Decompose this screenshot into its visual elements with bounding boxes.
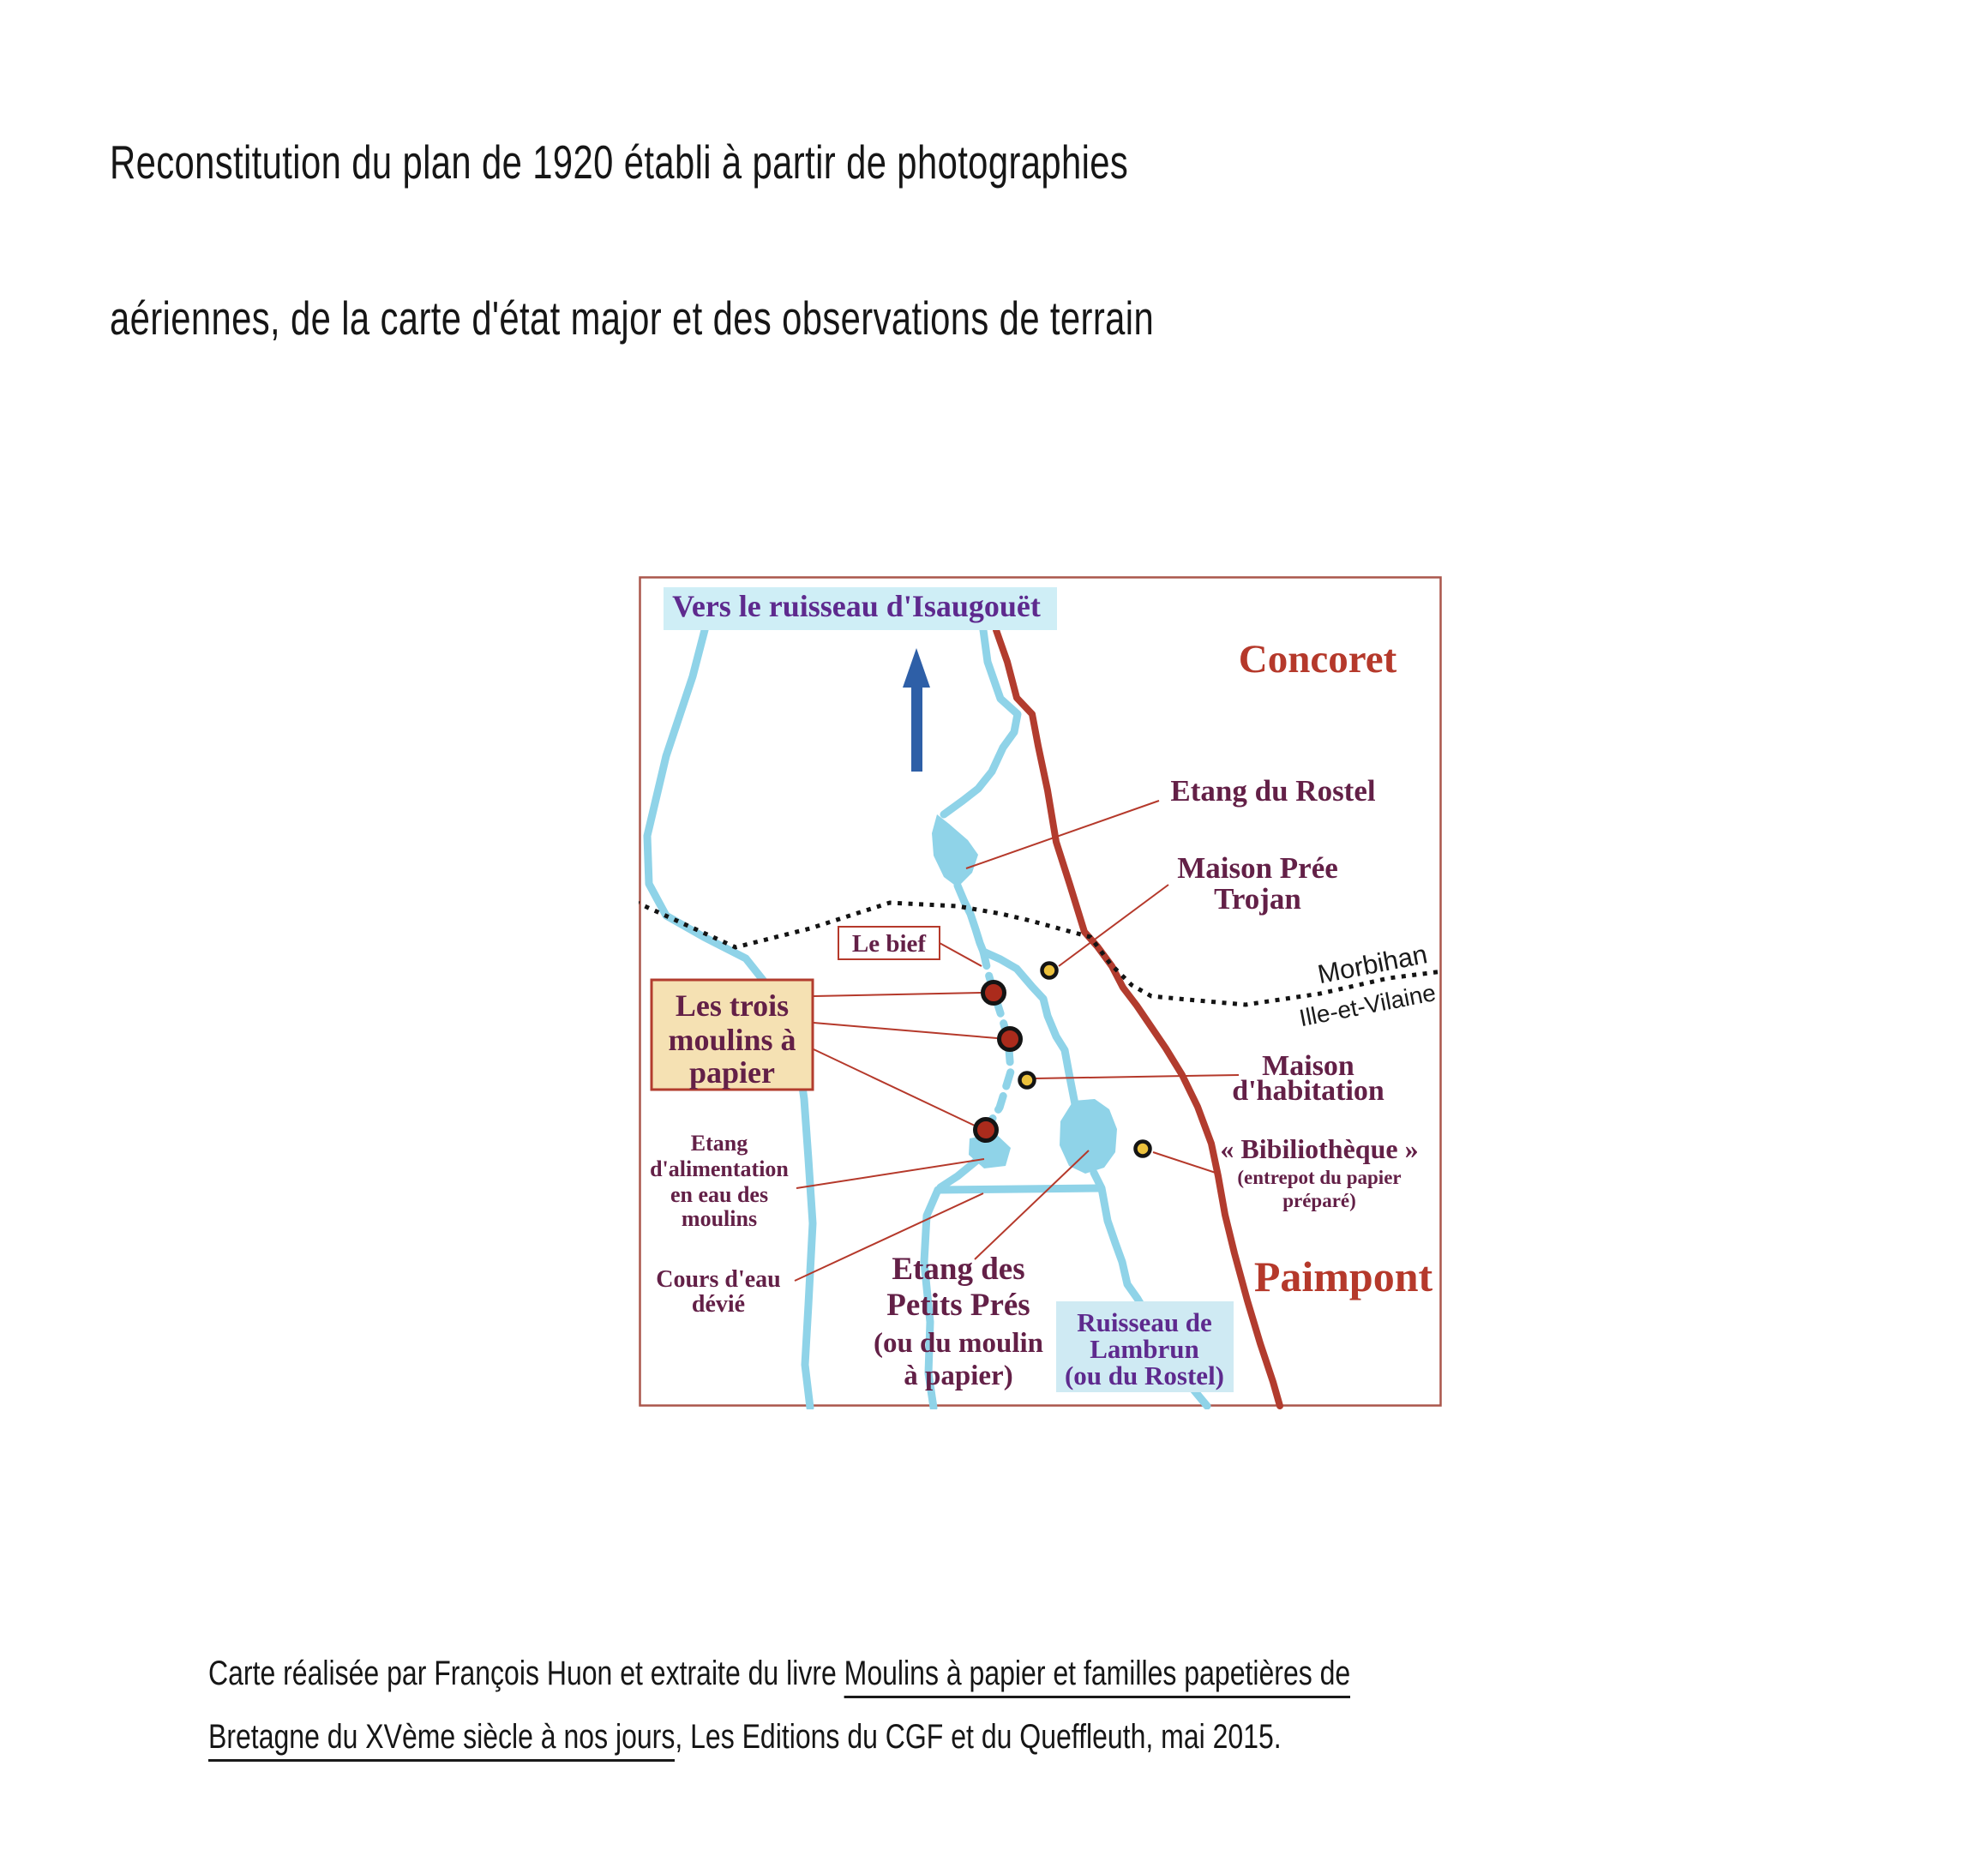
label-etang-alimentation-2: d'alimentation bbox=[650, 1156, 789, 1181]
channel-horizontal bbox=[938, 1188, 1100, 1190]
map-figure bbox=[639, 576, 1444, 1409]
label-maison-habitation-2: d'habitation bbox=[1232, 1075, 1384, 1107]
label-ruisseau-lambrun-2: Lambrun bbox=[1090, 1334, 1199, 1364]
label-le-bief: Le bief bbox=[851, 930, 927, 958]
label-town-concoret: Concoret bbox=[1238, 637, 1397, 682]
label-town-paimpont: Paimpont bbox=[1253, 1252, 1433, 1300]
label-etang-petits-pres-4: à papier) bbox=[904, 1360, 1013, 1391]
label-ruisseau-lambrun-3: (ou du Rostel) bbox=[1064, 1360, 1225, 1390]
label-vers-isaugouet: Vers le ruisseau d'Isaugouët bbox=[672, 589, 1041, 623]
label-etang-petits-pres-2: Petits Prés bbox=[886, 1288, 1030, 1323]
page-title-line2: aériennes, de la carte d'état major et des observations de terrain bbox=[110, 291, 1155, 345]
caption-text-after: , Les Editions du CGF et du Queffleuth, mai 2015. bbox=[675, 1718, 1282, 1756]
label-maison-pree-1: Maison Prée bbox=[1177, 851, 1338, 885]
paper-mill-dot-1 bbox=[983, 982, 1005, 1004]
page-title-line1: Reconstitution du plan de 1920 établi à partir de photographies bbox=[110, 135, 1129, 189]
label-bibliotheque-2: (entrepot du papier bbox=[1237, 1167, 1402, 1188]
caption-line2 bbox=[208, 1718, 1282, 1757]
label-dept-morbihan: Morbihan bbox=[1315, 939, 1430, 990]
label-etang-alimentation-3: en eau des bbox=[670, 1182, 769, 1207]
map-svg bbox=[639, 576, 1444, 1409]
label-etang-alimentation-4: moulins bbox=[681, 1206, 758, 1231]
label-ruisseau-lambrun-1: Ruisseau de bbox=[1077, 1307, 1212, 1337]
label-etang-alimentation-1: Etang bbox=[690, 1131, 748, 1156]
label-trois-moulins-2: moulins à bbox=[668, 1023, 796, 1057]
label-dept-ille-et-vilaine: Ille-et-Vilaine bbox=[1297, 979, 1438, 1032]
label-maison-pree-2: Trojan bbox=[1214, 882, 1301, 916]
caption-book-title-part1: Moulins à papier et familles papetières de bbox=[844, 1655, 1351, 1698]
label-maison-habitation-1: Maison bbox=[1262, 1050, 1354, 1082]
label-cours-eau-1: Cours d'eau bbox=[656, 1266, 781, 1293]
label-bibliotheque-3: préparé) bbox=[1282, 1190, 1356, 1211]
label-cours-eau-2: dévié bbox=[691, 1291, 746, 1318]
label-etang-rostel: Etang du Rostel bbox=[1170, 774, 1376, 808]
paper-mill-dot-3 bbox=[976, 1120, 997, 1141]
caption-line1 bbox=[208, 1655, 1350, 1693]
paper-mill-dot-2 bbox=[1000, 1029, 1021, 1050]
caption-text-before: Carte réalisée par François Huon et extraite du livre bbox=[208, 1655, 844, 1692]
caption-book-title-part2: Bretagne du XVème siècle à nos jours bbox=[208, 1718, 675, 1762]
label-trois-moulins-1: Les trois bbox=[675, 988, 790, 1023]
label-etang-petits-pres-3: (ou du moulin bbox=[873, 1328, 1044, 1359]
house-dot-maison-habitation bbox=[1020, 1073, 1035, 1088]
label-bibliotheque-1: « Bibiliothèque » bbox=[1220, 1133, 1419, 1164]
house-dot-maison-pree bbox=[1042, 964, 1057, 978]
house-dot-bibliotheque bbox=[1136, 1142, 1150, 1156]
label-trois-moulins-3: papier bbox=[688, 1055, 776, 1090]
label-etang-petits-pres-1: Etang des bbox=[892, 1252, 1025, 1287]
